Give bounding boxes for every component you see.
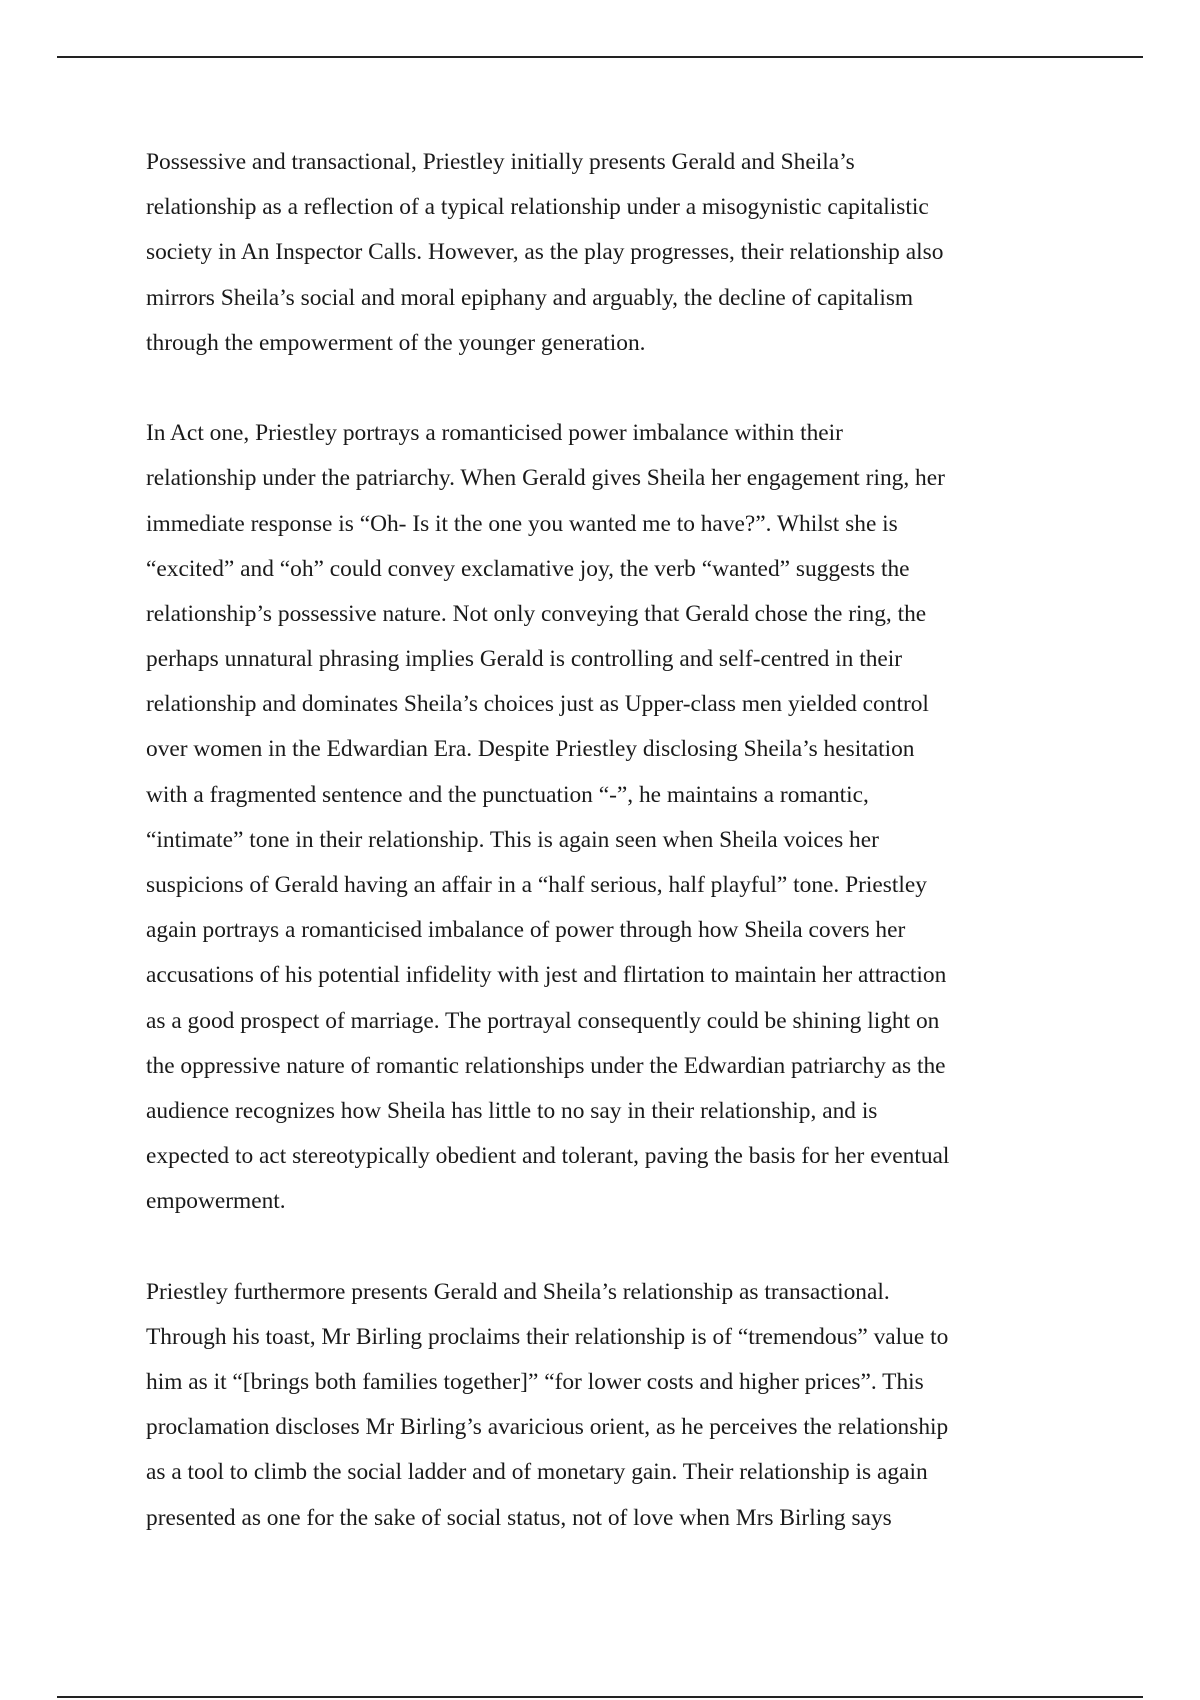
footer-rule	[57, 1696, 1143, 1698]
text-line: relationship as a reflection of a typical relationship under a misogynistic capitalistic	[146, 194, 929, 221]
text-line: “excited” and “oh” could convey exclamative joy, the verb “wanted” suggests the	[146, 555, 910, 582]
text-line: suspicions of Gerald having an affair in a “half serious, half playful” tone. Priestley	[146, 872, 927, 898]
text-line: over women in the Edwardian Era. Despite Priestley disclosing Sheila’s hesitation	[146, 736, 915, 763]
text-line: “intimate” tone in their relationship. This is again seen when Sheila voices her	[146, 826, 879, 853]
paragraph-2	[146, 411, 1066, 1224]
text-line: In Act one, Priestley portrays a romanticised power imbalance within their	[146, 420, 843, 447]
text-line: him as it “[brings both families together]” “for lower costs and higher prices”. This	[146, 1369, 924, 1396]
text-line: Through his toast, Mr Birling proclaims their relationship is of “tremendous” value to	[146, 1323, 949, 1350]
header-rule	[57, 56, 1143, 58]
text-line: again portrays a romanticised imbalance of power through how Sheila covers her	[146, 917, 906, 944]
text-line: accusations of his potential infidelity with jest and flirtation to maintain her attraction	[146, 962, 947, 989]
text-line: the oppressive nature of romantic relationships under the Edwardian patriarchy as the	[146, 1052, 946, 1079]
text-line: proclamation discloses Mr Birling’s avaricious orient, as he perceives the relationship	[146, 1414, 949, 1441]
text-line: relationship’s possessive nature. Not only conveying that Gerald chose the ring, the	[146, 600, 927, 627]
paragraph-spacer	[146, 366, 1066, 411]
text-line: presented as one for the sake of social status, not of love when Mrs Birling says	[146, 1504, 892, 1531]
text-line: Priestley furthermore presents Gerald and Sheila’s relationship as transactional.	[146, 1278, 890, 1305]
text-line: audience recognizes how Sheila has little to no say in their relationship, and is	[146, 1097, 878, 1124]
text-line: as a good prospect of marriage. The portrayal consequently could be shining light on	[146, 1007, 940, 1034]
text-line: immediate response is “Oh- Is it the one you wanted me to have?”. Whilst she is	[146, 510, 898, 537]
text-line: through the empowerment of the younger generation.	[146, 329, 646, 356]
paragraph-spacer	[146, 1225, 1066, 1270]
text-line: relationship under the patriarchy. When Gerald gives Sheila her engagement ring, her	[146, 465, 945, 492]
document-body	[146, 140, 1066, 1541]
paragraph-3	[146, 1270, 1066, 1541]
text-line: relationship and dominates Sheila’s choices just as Upper-class men yielded control	[146, 691, 929, 718]
text-line: society in An Inspector Calls. However, as the play progresses, their relationship also	[146, 239, 944, 266]
text-line: mirrors Sheila’s social and moral epiphany and arguably, the decline of capitalism	[146, 284, 914, 311]
text-line: Possessive and transactional, Priestley initially presents Gerald and Sheila’s	[146, 149, 855, 175]
text-line: as a tool to climb the social ladder and of monetary gain. Their relationship is again	[146, 1459, 928, 1486]
text-line: perhaps unnatural phrasing implies Gerald is controlling and self-centred in their	[146, 646, 903, 673]
paragraph-1	[146, 140, 1066, 366]
text-line: empowerment.	[146, 1188, 286, 1215]
text-line: with a fragmented sentence and the punctuation “-”, he maintains a romantic,	[146, 781, 869, 808]
text-line: expected to act stereotypically obedient and tolerant, paving the basis for her eventual	[146, 1143, 950, 1170]
